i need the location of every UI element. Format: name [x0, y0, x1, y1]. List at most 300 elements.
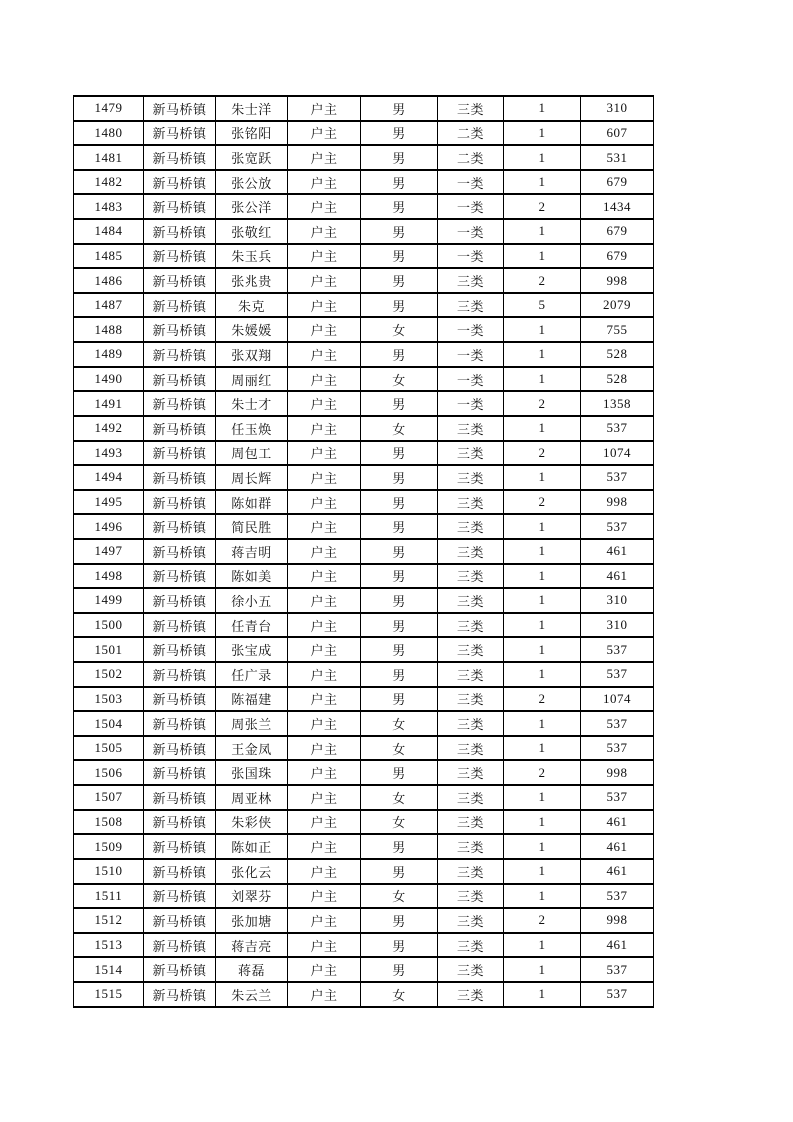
cell-category: 一类 [438, 194, 504, 219]
cell-person-name: 张双翔 [216, 342, 288, 367]
cell-count: 1 [504, 514, 581, 539]
table-row [74, 884, 654, 909]
cell-amount: 2079 [581, 293, 654, 318]
cell-person-name: 周丽红 [216, 367, 288, 392]
cell-person-name: 张敬红 [216, 219, 288, 244]
cell-town: 新马桥镇 [144, 514, 216, 539]
table-row [74, 933, 654, 958]
cell-relation: 户主 [288, 908, 361, 933]
cell-count: 2 [504, 441, 581, 466]
cell-amount: 998 [581, 490, 654, 515]
cell-amount: 461 [581, 539, 654, 564]
cell-count: 1 [504, 317, 581, 342]
cell-serial-number: 1501 [74, 637, 144, 662]
cell-town: 新马桥镇 [144, 760, 216, 785]
cell-amount: 537 [581, 637, 654, 662]
cell-town: 新马桥镇 [144, 441, 216, 466]
cell-relation: 户主 [288, 293, 361, 318]
cell-count: 1 [504, 736, 581, 761]
cell-serial-number: 1502 [74, 662, 144, 687]
cell-amount: 537 [581, 416, 654, 441]
cell-category: 一类 [438, 170, 504, 195]
cell-relation: 户主 [288, 982, 361, 1007]
cell-town: 新马桥镇 [144, 317, 216, 342]
cell-serial-number: 1480 [74, 121, 144, 146]
cell-category: 二类 [438, 121, 504, 146]
cell-count: 1 [504, 834, 581, 859]
cell-gender: 男 [361, 342, 438, 367]
table-row [74, 391, 654, 416]
cell-amount: 1358 [581, 391, 654, 416]
table-row [74, 957, 654, 982]
cell-person-name: 张兆贵 [216, 268, 288, 293]
cell-gender: 男 [361, 293, 438, 318]
cell-count: 1 [504, 785, 581, 810]
cell-gender: 男 [361, 637, 438, 662]
cell-amount: 607 [581, 121, 654, 146]
cell-amount: 537 [581, 982, 654, 1007]
cell-count: 1 [504, 588, 581, 613]
cell-serial-number: 1499 [74, 588, 144, 613]
cell-person-name: 张公放 [216, 170, 288, 195]
cell-person-name: 任青台 [216, 613, 288, 638]
cell-gender: 男 [361, 219, 438, 244]
cell-serial-number: 1485 [74, 244, 144, 269]
cell-town: 新马桥镇 [144, 121, 216, 146]
cell-relation: 户主 [288, 490, 361, 515]
cell-person-name: 任玉焕 [216, 416, 288, 441]
cell-relation: 户主 [288, 637, 361, 662]
table-row [74, 588, 654, 613]
cell-count: 2 [504, 687, 581, 712]
cell-serial-number: 1500 [74, 613, 144, 638]
cell-serial-number: 1489 [74, 342, 144, 367]
cell-amount: 537 [581, 957, 654, 982]
cell-gender: 男 [361, 859, 438, 884]
cell-serial-number: 1515 [74, 982, 144, 1007]
cell-category: 三类 [438, 810, 504, 835]
cell-category: 三类 [438, 293, 504, 318]
cell-person-name: 陈如群 [216, 490, 288, 515]
cell-person-name: 张公洋 [216, 194, 288, 219]
cell-serial-number: 1488 [74, 317, 144, 342]
cell-amount: 1074 [581, 441, 654, 466]
cell-person-name: 张宝成 [216, 637, 288, 662]
cell-count: 1 [504, 342, 581, 367]
cell-person-name: 张加塘 [216, 908, 288, 933]
cell-amount: 528 [581, 367, 654, 392]
cell-serial-number: 1498 [74, 564, 144, 589]
table-row [74, 564, 654, 589]
cell-relation: 户主 [288, 194, 361, 219]
cell-count: 1 [504, 465, 581, 490]
cell-town: 新马桥镇 [144, 96, 216, 121]
cell-person-name: 朱士洋 [216, 96, 288, 121]
cell-town: 新马桥镇 [144, 613, 216, 638]
cell-town: 新马桥镇 [144, 908, 216, 933]
cell-relation: 户主 [288, 884, 361, 909]
cell-serial-number: 1495 [74, 490, 144, 515]
table-row [74, 859, 654, 884]
table-row [74, 441, 654, 466]
cell-relation: 户主 [288, 170, 361, 195]
cell-town: 新马桥镇 [144, 465, 216, 490]
table-row [74, 268, 654, 293]
cell-count: 2 [504, 908, 581, 933]
cell-town: 新马桥镇 [144, 933, 216, 958]
cell-category: 一类 [438, 244, 504, 269]
cell-serial-number: 1493 [74, 441, 144, 466]
cell-gender: 男 [361, 170, 438, 195]
cell-serial-number: 1490 [74, 367, 144, 392]
cell-person-name: 蒋吉亮 [216, 933, 288, 958]
cell-town: 新马桥镇 [144, 588, 216, 613]
cell-town: 新马桥镇 [144, 170, 216, 195]
table-row [74, 194, 654, 219]
cell-amount: 679 [581, 244, 654, 269]
cell-serial-number: 1492 [74, 416, 144, 441]
cell-serial-number: 1482 [74, 170, 144, 195]
cell-town: 新马桥镇 [144, 834, 216, 859]
cell-count: 1 [504, 711, 581, 736]
cell-amount: 310 [581, 613, 654, 638]
cell-town: 新马桥镇 [144, 539, 216, 564]
cell-town: 新马桥镇 [144, 490, 216, 515]
cell-amount: 755 [581, 317, 654, 342]
cell-count: 2 [504, 490, 581, 515]
cell-person-name: 周包工 [216, 441, 288, 466]
cell-person-name: 陈如美 [216, 564, 288, 589]
cell-gender: 男 [361, 268, 438, 293]
cell-category: 三类 [438, 416, 504, 441]
cell-category: 三类 [438, 760, 504, 785]
table-row [74, 539, 654, 564]
table-row [74, 982, 654, 1007]
cell-person-name: 朱士才 [216, 391, 288, 416]
cell-person-name: 蒋磊 [216, 957, 288, 982]
cell-gender: 男 [361, 145, 438, 170]
cell-relation: 户主 [288, 736, 361, 761]
cell-count: 1 [504, 121, 581, 146]
cell-count: 1 [504, 145, 581, 170]
cell-amount: 461 [581, 564, 654, 589]
cell-serial-number: 1511 [74, 884, 144, 909]
cell-town: 新马桥镇 [144, 244, 216, 269]
cell-category: 三类 [438, 785, 504, 810]
cell-serial-number: 1503 [74, 687, 144, 712]
cell-person-name: 刘翠芬 [216, 884, 288, 909]
cell-serial-number: 1514 [74, 957, 144, 982]
table-body [74, 96, 654, 1007]
table-row [74, 416, 654, 441]
cell-count: 1 [504, 859, 581, 884]
cell-serial-number: 1509 [74, 834, 144, 859]
cell-gender: 女 [361, 367, 438, 392]
table-row [74, 490, 654, 515]
cell-relation: 户主 [288, 785, 361, 810]
cell-gender: 男 [361, 539, 438, 564]
cell-serial-number: 1491 [74, 391, 144, 416]
cell-relation: 户主 [288, 711, 361, 736]
cell-person-name: 陈如正 [216, 834, 288, 859]
cell-category: 三类 [438, 96, 504, 121]
cell-category: 三类 [438, 514, 504, 539]
cell-category: 一类 [438, 317, 504, 342]
cell-amount: 1074 [581, 687, 654, 712]
cell-serial-number: 1487 [74, 293, 144, 318]
cell-person-name: 朱媛媛 [216, 317, 288, 342]
cell-category: 三类 [438, 268, 504, 293]
cell-count: 5 [504, 293, 581, 318]
cell-serial-number: 1506 [74, 760, 144, 785]
cell-person-name: 张化云 [216, 859, 288, 884]
cell-amount: 531 [581, 145, 654, 170]
table-row [74, 760, 654, 785]
cell-count: 1 [504, 957, 581, 982]
cell-town: 新马桥镇 [144, 194, 216, 219]
cell-amount: 310 [581, 96, 654, 121]
cell-category: 三类 [438, 908, 504, 933]
cell-category: 三类 [438, 884, 504, 909]
cell-gender: 男 [361, 244, 438, 269]
cell-category: 三类 [438, 859, 504, 884]
table-row [74, 687, 654, 712]
cell-category: 三类 [438, 687, 504, 712]
cell-relation: 户主 [288, 564, 361, 589]
cell-relation: 户主 [288, 465, 361, 490]
cell-gender: 男 [361, 564, 438, 589]
cell-serial-number: 1505 [74, 736, 144, 761]
cell-amount: 461 [581, 933, 654, 958]
cell-serial-number: 1479 [74, 96, 144, 121]
cell-category: 三类 [438, 588, 504, 613]
cell-count: 1 [504, 564, 581, 589]
cell-relation: 户主 [288, 268, 361, 293]
cell-category: 三类 [438, 662, 504, 687]
cell-town: 新马桥镇 [144, 859, 216, 884]
cell-count: 1 [504, 244, 581, 269]
cell-amount: 537 [581, 514, 654, 539]
cell-category: 三类 [438, 539, 504, 564]
cell-person-name: 陈福建 [216, 687, 288, 712]
cell-gender: 男 [361, 933, 438, 958]
cell-town: 新马桥镇 [144, 416, 216, 441]
cell-amount: 461 [581, 859, 654, 884]
cell-gender: 女 [361, 416, 438, 441]
cell-serial-number: 1486 [74, 268, 144, 293]
cell-count: 2 [504, 391, 581, 416]
cell-gender: 男 [361, 96, 438, 121]
table-row [74, 317, 654, 342]
cell-relation: 户主 [288, 244, 361, 269]
cell-person-name: 朱彩侠 [216, 810, 288, 835]
cell-relation: 户主 [288, 957, 361, 982]
cell-category: 三类 [438, 736, 504, 761]
cell-town: 新马桥镇 [144, 219, 216, 244]
cell-relation: 户主 [288, 219, 361, 244]
cell-amount: 537 [581, 662, 654, 687]
cell-town: 新马桥镇 [144, 884, 216, 909]
cell-amount: 679 [581, 219, 654, 244]
cell-relation: 户主 [288, 96, 361, 121]
table-row [74, 514, 654, 539]
cell-amount: 528 [581, 342, 654, 367]
cell-person-name: 周亚林 [216, 785, 288, 810]
table-row [74, 637, 654, 662]
cell-relation: 户主 [288, 441, 361, 466]
cell-category: 三类 [438, 982, 504, 1007]
cell-gender: 女 [361, 317, 438, 342]
cell-town: 新马桥镇 [144, 342, 216, 367]
table-row [74, 96, 654, 121]
cell-serial-number: 1481 [74, 145, 144, 170]
cell-relation: 户主 [288, 514, 361, 539]
cell-relation: 户主 [288, 662, 361, 687]
cell-serial-number: 1512 [74, 908, 144, 933]
cell-amount: 537 [581, 711, 654, 736]
cell-gender: 女 [361, 810, 438, 835]
cell-person-name: 张宽跃 [216, 145, 288, 170]
cell-town: 新马桥镇 [144, 268, 216, 293]
cell-relation: 户主 [288, 859, 361, 884]
cell-person-name: 徐小五 [216, 588, 288, 613]
cell-relation: 户主 [288, 760, 361, 785]
table-row [74, 736, 654, 761]
table-row [74, 121, 654, 146]
cell-person-name: 王金凤 [216, 736, 288, 761]
cell-relation: 户主 [288, 810, 361, 835]
cell-amount: 461 [581, 810, 654, 835]
cell-gender: 男 [361, 957, 438, 982]
cell-count: 1 [504, 416, 581, 441]
cell-amount: 679 [581, 170, 654, 195]
cell-gender: 女 [361, 711, 438, 736]
cell-relation: 户主 [288, 416, 361, 441]
cell-category: 三类 [438, 957, 504, 982]
cell-count: 1 [504, 662, 581, 687]
cell-gender: 男 [361, 760, 438, 785]
cell-relation: 户主 [288, 145, 361, 170]
cell-serial-number: 1513 [74, 933, 144, 958]
cell-count: 1 [504, 96, 581, 121]
cell-count: 1 [504, 933, 581, 958]
cell-gender: 男 [361, 908, 438, 933]
cell-serial-number: 1483 [74, 194, 144, 219]
cell-relation: 户主 [288, 539, 361, 564]
table-row [74, 145, 654, 170]
cell-gender: 女 [361, 736, 438, 761]
cell-amount: 537 [581, 736, 654, 761]
cell-serial-number: 1484 [74, 219, 144, 244]
cell-relation: 户主 [288, 613, 361, 638]
cell-relation: 户主 [288, 367, 361, 392]
cell-count: 2 [504, 760, 581, 785]
cell-gender: 男 [361, 441, 438, 466]
cell-gender: 女 [361, 884, 438, 909]
cell-relation: 户主 [288, 834, 361, 859]
table-row [74, 342, 654, 367]
cell-amount: 461 [581, 834, 654, 859]
cell-gender: 男 [361, 834, 438, 859]
cell-count: 1 [504, 219, 581, 244]
cell-category: 一类 [438, 391, 504, 416]
cell-person-name: 周张兰 [216, 711, 288, 736]
cell-town: 新马桥镇 [144, 293, 216, 318]
data-table [73, 95, 654, 1008]
cell-person-name: 张铭阳 [216, 121, 288, 146]
cell-town: 新马桥镇 [144, 810, 216, 835]
cell-count: 1 [504, 982, 581, 1007]
cell-town: 新马桥镇 [144, 637, 216, 662]
cell-relation: 户主 [288, 687, 361, 712]
cell-gender: 男 [361, 121, 438, 146]
cell-count: 1 [504, 170, 581, 195]
cell-serial-number: 1510 [74, 859, 144, 884]
cell-count: 1 [504, 810, 581, 835]
table-row [74, 293, 654, 318]
cell-person-name: 朱玉兵 [216, 244, 288, 269]
cell-relation: 户主 [288, 342, 361, 367]
cell-person-name: 朱云兰 [216, 982, 288, 1007]
cell-amount: 537 [581, 785, 654, 810]
cell-category: 三类 [438, 637, 504, 662]
cell-count: 1 [504, 539, 581, 564]
cell-amount: 537 [581, 884, 654, 909]
cell-town: 新马桥镇 [144, 736, 216, 761]
cell-town: 新马桥镇 [144, 391, 216, 416]
table-row [74, 834, 654, 859]
cell-count: 2 [504, 268, 581, 293]
cell-person-name: 简民胜 [216, 514, 288, 539]
cell-gender: 男 [361, 588, 438, 613]
cell-gender: 男 [361, 514, 438, 539]
cell-amount: 998 [581, 760, 654, 785]
cell-count: 1 [504, 367, 581, 392]
cell-category: 三类 [438, 465, 504, 490]
cell-gender: 男 [361, 391, 438, 416]
cell-serial-number: 1508 [74, 810, 144, 835]
cell-amount: 310 [581, 588, 654, 613]
cell-category: 一类 [438, 219, 504, 244]
table-row [74, 613, 654, 638]
cell-category: 三类 [438, 711, 504, 736]
table-row [74, 908, 654, 933]
cell-town: 新马桥镇 [144, 687, 216, 712]
cell-serial-number: 1496 [74, 514, 144, 539]
cell-gender: 男 [361, 613, 438, 638]
cell-town: 新马桥镇 [144, 957, 216, 982]
cell-amount: 537 [581, 465, 654, 490]
cell-town: 新马桥镇 [144, 367, 216, 392]
cell-category: 二类 [438, 145, 504, 170]
cell-category: 三类 [438, 564, 504, 589]
cell-relation: 户主 [288, 391, 361, 416]
cell-count: 1 [504, 613, 581, 638]
cell-count: 1 [504, 637, 581, 662]
cell-relation: 户主 [288, 933, 361, 958]
cell-gender: 男 [361, 490, 438, 515]
cell-amount: 1434 [581, 194, 654, 219]
table-row [74, 810, 654, 835]
cell-town: 新马桥镇 [144, 785, 216, 810]
cell-town: 新马桥镇 [144, 145, 216, 170]
cell-town: 新马桥镇 [144, 711, 216, 736]
cell-category: 三类 [438, 490, 504, 515]
cell-category: 一类 [438, 367, 504, 392]
cell-gender: 男 [361, 687, 438, 712]
cell-relation: 户主 [288, 317, 361, 342]
cell-relation: 户主 [288, 121, 361, 146]
